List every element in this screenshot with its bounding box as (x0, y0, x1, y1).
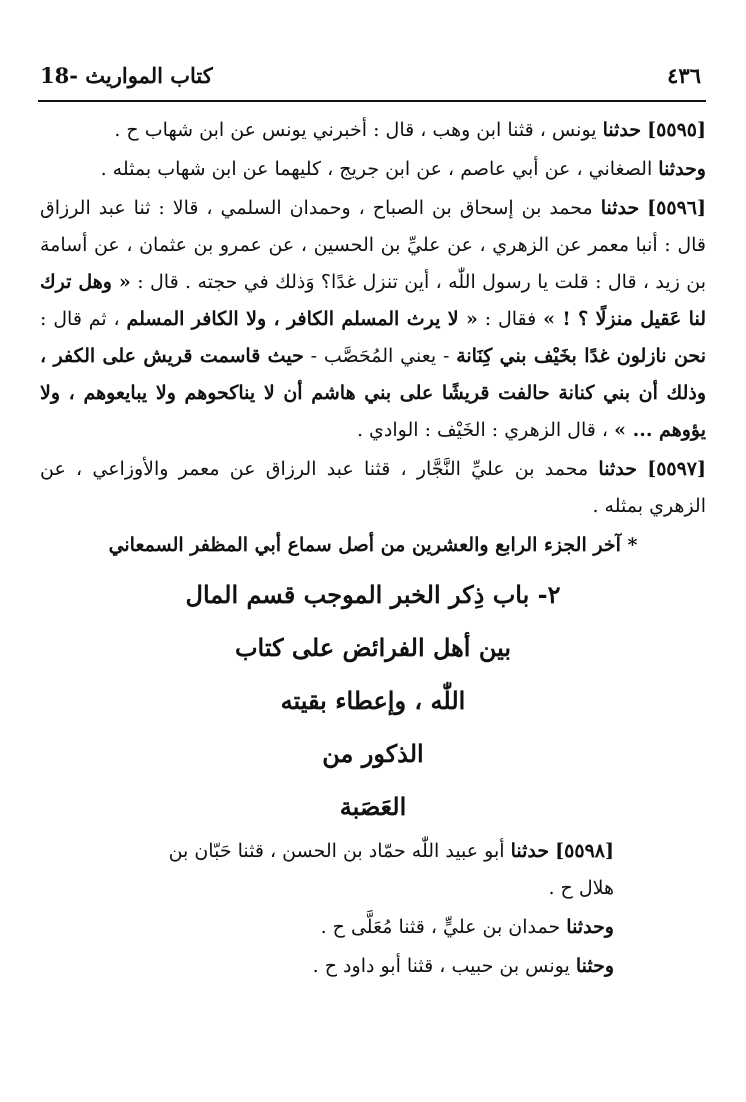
chapter-heading (40, 568, 706, 833)
hadith-lead: وحدثنا (566, 916, 614, 938)
hadith-text: يونس ، قثنا ابن وهب ، قال : أخبرني يونس عن ابن شهاب ح . (114, 119, 597, 141)
page-header (40, 55, 701, 95)
heading-line: اللّٰه ، وإعطاء بقيته (280, 686, 466, 715)
hadith-5596 (40, 190, 706, 449)
hadith-lead: حدثنا (602, 119, 642, 141)
hadith-5597 (40, 451, 706, 525)
hadith-5598-chain (130, 909, 614, 946)
section-end-notice: * آخر الجزء الرابع والعشرين من أصل سماع أبي المظفر السمعاني (108, 534, 638, 556)
heading-line: ٢- باب ذِكر الخبر الموجب قسم المال (185, 580, 561, 609)
hadith-lead: وحدثنا (658, 158, 706, 180)
hadith-number: [٥٥٩٧] (647, 458, 707, 480)
hadith-quote: نحن نازلون غدًا بخَيْف بني كِنَانة (456, 345, 706, 367)
hadith-lead: حدثنا (598, 458, 637, 480)
heading-line: العَصَبة (339, 792, 407, 821)
header-rule (38, 100, 706, 102)
page-body (40, 112, 706, 987)
heading-line: بين أهل الفرائض على كتاب (234, 633, 512, 662)
hadith-number: [٥٥٩٦] (647, 197, 706, 219)
hadith-lead: حدثنا (600, 197, 640, 219)
hadith-5595 (40, 112, 706, 149)
hadith-quote: « لا يرث المسلم الكافر ، ولا الكافر المسلم (126, 308, 478, 330)
heading-line: الذكور من (322, 739, 424, 768)
hadith-5598-chain (130, 948, 614, 985)
hadith-text: ، ثم قال : (40, 308, 120, 330)
hadith-text: يونس بن حبيب ، قثنا أبو داود ح . (312, 955, 570, 977)
page-number: ٤٣٦ (667, 62, 701, 88)
hadith-quote: حيث قاسمت قريش على الكفر ، وذلك أن بني كنانة حالفت قريشًا على بني هاشم أن لا يناكحوهم ولا يبايعوهم ، ولا يؤوهم ... » (40, 345, 706, 441)
hadith-text: الصغاني ، عن أبي عاصم ، عن ابن جريج ، كليهما عن ابن شهاب بمثله . (100, 158, 653, 180)
hadith-text: محمد بن إسحاق بن الصباح ، وحمدان السلمي ، قالا : ثنا عبد الرزاق قال : أنبا معمر عن الزهري ، عن عليِّ بن الحسين ، عن عمرو بن عثمان ، عن أسامة بن زيد ، قال : قلت يا رسول اللّٰه ، أين تنزل غدًا؟ وَذلك في حجته . قال : (40, 197, 707, 293)
hadith-number: [٥٥٩٨] (555, 840, 614, 862)
hadith-quote: « وهل ترك لنا عَقيل منزلًا ؟ ! » (40, 271, 706, 330)
hadith-text: ، قال الزهري : الخَيْف : الوادي . (356, 419, 609, 441)
chapter-title: 18- كتاب المواريث (40, 62, 213, 88)
hadith-text: فقال : (484, 308, 537, 330)
hadith-lead: حدثنا (510, 840, 550, 862)
hadith-text: محمد بن عليِّ النَّجَّار ، قثنا عبد الرزاق عن معمر والأوزاعي ، عن الزهري بمثله . (40, 458, 706, 517)
hadith-text: - يعني المُحَصَّب - (310, 345, 450, 367)
hadith-text: أبو عبيد اللّٰه حمّاد بن الحسن ، قثنا حَبّان بن هلال ح . (168, 840, 614, 899)
hadith-5598-block (130, 833, 614, 985)
hadith-lead: وحثنا (575, 955, 614, 977)
hadith-text: حمدان بن عليٍّ ، قثنا مُعَلَّى ح . (320, 916, 561, 938)
hadith-5595-chain (40, 151, 706, 188)
hadith-5598 (130, 833, 614, 907)
hadith-number: [٥٥٩٥] (647, 119, 706, 141)
